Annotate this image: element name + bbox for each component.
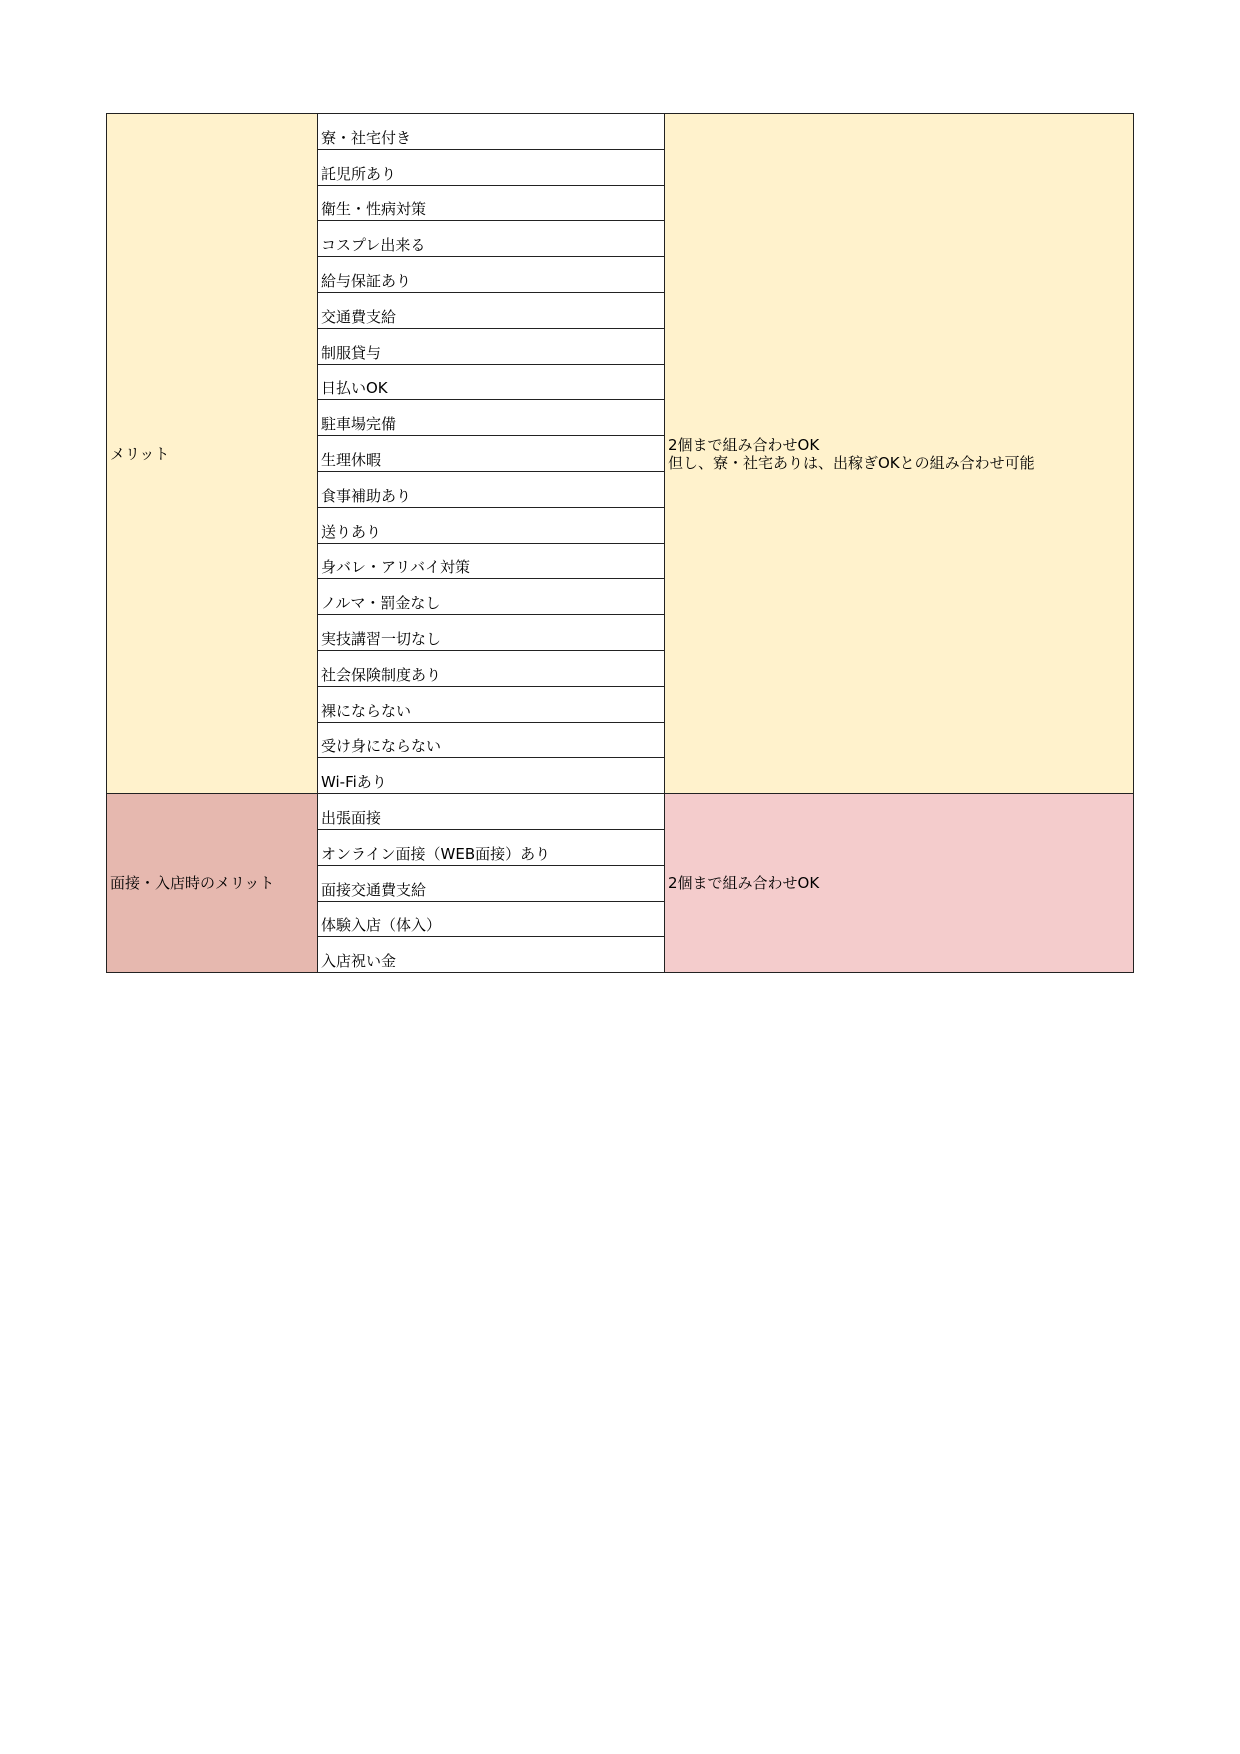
note-line: 2個まで組み合わせOK [668,435,820,454]
item-cell: 体験入店（体入） [318,901,665,937]
note-cell [665,794,1134,973]
item-cell: 受け身にならない [318,722,665,758]
item-cell: 出張面接 [318,794,665,830]
item-cell: 食事補助あり [318,471,665,507]
item-cell: 交通費支給 [318,292,665,328]
note-line: 2個まで組み合わせOK [668,874,820,893]
item-cell: 給与保証あり [318,257,665,293]
item-cell: 送りあり [318,507,665,543]
merit-table [106,113,1134,973]
item-cell: 実技講習一切なし [318,615,665,651]
item-cell: Wi-Fiあり [318,758,665,794]
item-cell: 日払いOK [318,364,665,400]
item-cell: 寮・社宅付き [318,114,665,150]
item-cell: 身バレ・アリバイ対策 [318,543,665,579]
item-cell: 衛生・性病対策 [318,185,665,221]
item-cell: 面接交通費支給 [318,865,665,901]
item-cell: コスプレ出来る [318,221,665,257]
item-cell: オンライン面接（WEB面接）あり [318,829,665,865]
item-cell: 社会保険制度あり [318,650,665,686]
item-cell: 託児所あり [318,149,665,185]
item-cell: 制服貸与 [318,328,665,364]
item-cell: 生理休暇 [318,436,665,472]
item-cell: 裸にならない [318,686,665,722]
item-cell: ノルマ・罰金なし [318,579,665,615]
item-cell: 入店祝い金 [318,937,665,973]
table-row [107,114,1134,150]
note-cell [665,114,1134,794]
category-cell: メリット [107,114,318,794]
table-row [107,794,1134,830]
category-cell: 面接・入店時のメリット [107,794,318,973]
note-line: 但し、寮・社宅ありは、出稼ぎOKとの組み合わせ可能 [668,453,1035,472]
item-cell: 駐車場完備 [318,400,665,436]
